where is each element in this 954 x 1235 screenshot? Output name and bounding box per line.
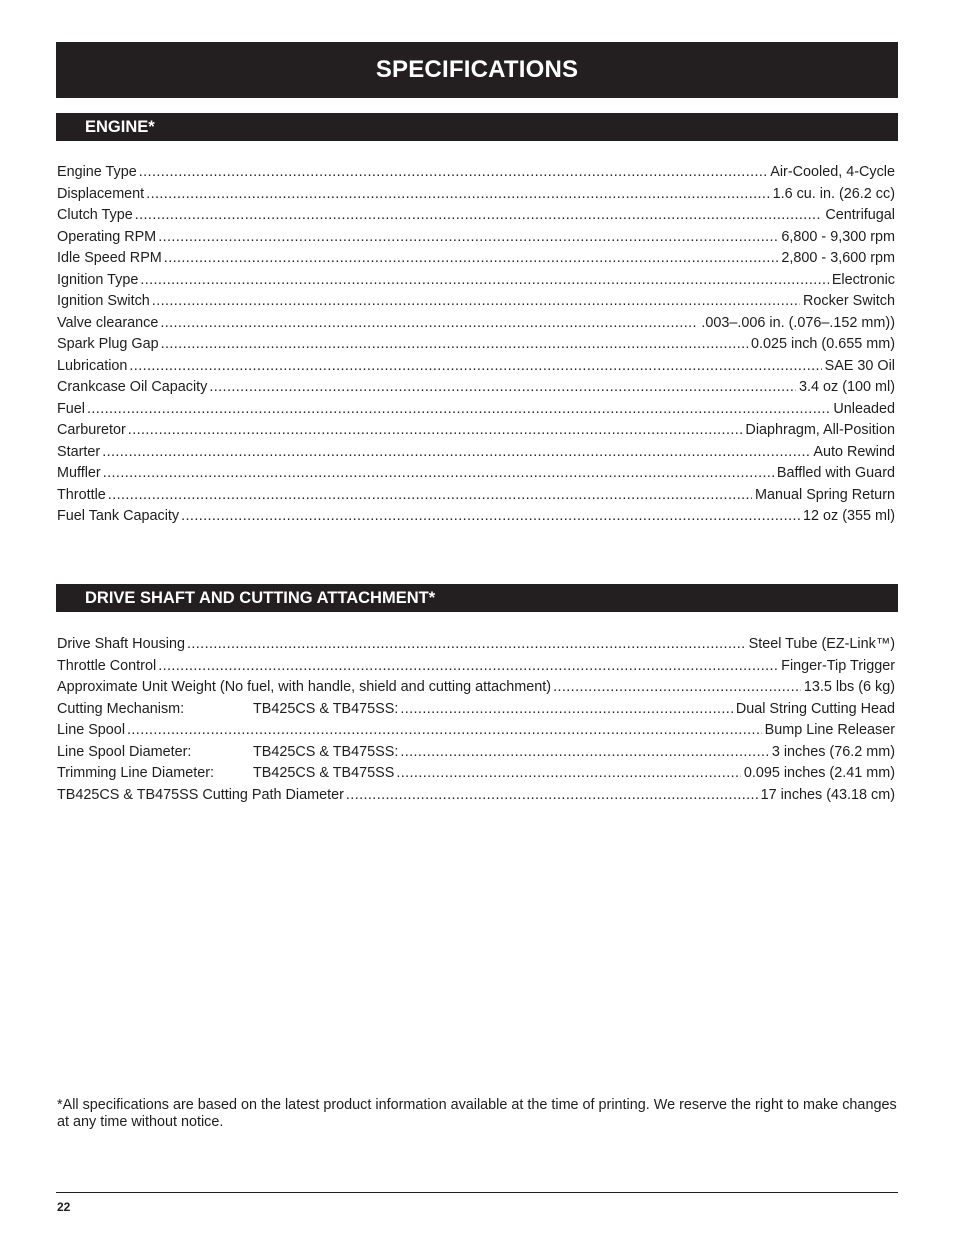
dot-leader bbox=[209, 377, 796, 399]
spec-value: Electronic bbox=[831, 271, 895, 288]
spec-value: 3.4 oz (100 ml) bbox=[799, 379, 895, 395]
dot-leader bbox=[400, 742, 769, 764]
spec-value: SAE 30 Oil bbox=[824, 357, 895, 374]
dot-leader bbox=[128, 420, 743, 442]
dot-leader bbox=[146, 184, 769, 206]
footer-divider bbox=[56, 1192, 898, 1193]
spec-row-fuel-tank-capacity bbox=[57, 506, 895, 528]
spec-label: Cutting Mechanism: bbox=[57, 700, 185, 717]
engine-section-title: ENGINE* bbox=[85, 117, 155, 136]
spec-label: Throttle bbox=[57, 486, 106, 503]
spec-value: Rocker Switch bbox=[803, 293, 895, 309]
spec-label: Displacement bbox=[57, 185, 145, 202]
page-title-bar bbox=[56, 42, 898, 98]
spec-value: Baffled with Guard bbox=[776, 465, 895, 481]
spec-row-drive-shaft-housing bbox=[57, 634, 895, 656]
dot-leader bbox=[102, 442, 810, 464]
spec-value: 6,800 - 9,300 rpm bbox=[781, 228, 895, 245]
spec-row-displacement bbox=[57, 184, 895, 206]
engine-spec-list bbox=[57, 162, 895, 528]
spec-label: Line Spool Diameter: bbox=[57, 743, 192, 760]
page-number: 22 bbox=[57, 1200, 71, 1214]
spec-label: Idle Speed RPM bbox=[57, 250, 162, 266]
dot-leader bbox=[181, 506, 800, 528]
spec-row-ignition-type bbox=[57, 270, 895, 292]
dot-leader bbox=[139, 162, 767, 184]
spec-label: TB425CS & TB475SS Cutting Path Diameter bbox=[57, 786, 344, 803]
spec-label: Spark Plug Gap bbox=[57, 336, 159, 352]
spec-value: Air-Cooled, 4-Cycle bbox=[770, 164, 895, 180]
drive-section-title: DRIVE SHAFT AND CUTTING ATTACHMENT* bbox=[85, 588, 436, 607]
spec-label: Ignition Switch bbox=[57, 293, 150, 309]
spec-value: 0.095 inches (2.41 mm) bbox=[743, 765, 895, 781]
spec-label: Starter bbox=[57, 443, 101, 460]
spec-label: Crankcase Oil Capacity bbox=[57, 379, 208, 395]
dot-leader bbox=[161, 334, 748, 356]
spec-value: 3 inches (76.2 mm) bbox=[771, 743, 895, 760]
spec-row-crankcase-oil-capacity bbox=[57, 377, 895, 399]
dot-leader bbox=[140, 270, 828, 292]
spec-label: Engine Type bbox=[57, 164, 137, 180]
spec-value: Diaphragm, All-Position bbox=[745, 422, 895, 438]
spec-value: 13.5 lbs (6 kg) bbox=[803, 679, 895, 695]
dot-leader bbox=[127, 720, 762, 742]
spec-value: .003–.006 in. (.076–.152 mm)) bbox=[701, 314, 895, 331]
spec-label: Operating RPM bbox=[57, 228, 157, 245]
spec-value: Centrifugal bbox=[825, 207, 895, 223]
drive-section-header bbox=[56, 584, 898, 612]
spec-row-unit-weight bbox=[57, 677, 895, 699]
spec-value: Steel Tube (EZ-Link™) bbox=[748, 636, 895, 652]
spec-value: Auto Rewind bbox=[813, 443, 895, 460]
drive-spec-list bbox=[57, 634, 895, 806]
spec-label: Valve clearance bbox=[57, 314, 159, 331]
dot-leader bbox=[396, 763, 740, 785]
spec-row-clutch-type bbox=[57, 205, 895, 227]
dot-leader bbox=[108, 485, 752, 507]
spec-value: 1.6 cu. in. (26.2 cc) bbox=[772, 185, 895, 202]
dot-leader bbox=[135, 205, 823, 227]
dot-leader bbox=[187, 634, 746, 656]
spec-label: Trimming Line Diameter: bbox=[57, 765, 215, 781]
spec-row-muffler bbox=[57, 463, 895, 485]
spec-row-lubrication bbox=[57, 356, 895, 378]
spec-value: Unleaded bbox=[833, 400, 895, 417]
spec-value: 12 oz (355 ml) bbox=[803, 508, 895, 524]
spec-label: Drive Shaft Housing bbox=[57, 636, 185, 652]
spec-label: Carburetor bbox=[57, 422, 126, 438]
dot-leader bbox=[129, 356, 821, 378]
spec-label: Approximate Unit Weight (No fuel, with handle, shield and cutting attachment) bbox=[57, 679, 552, 695]
spec-value: Manual Spring Return bbox=[755, 486, 895, 503]
spec-value: Dual String Cutting Head bbox=[735, 700, 895, 717]
spec-row-line-spool-diameter bbox=[57, 742, 895, 764]
spec-row-operating-rpm bbox=[57, 227, 895, 249]
dot-leader bbox=[164, 248, 779, 270]
spec-row-engine-type bbox=[57, 162, 895, 184]
dot-leader bbox=[160, 313, 698, 335]
spec-row-line-spool bbox=[57, 720, 895, 742]
dot-leader bbox=[553, 677, 801, 699]
spec-row-carburetor bbox=[57, 420, 895, 442]
spec-row-trimming-line-diameter bbox=[57, 763, 895, 785]
spec-value: 0.025 inch (0.655 mm) bbox=[751, 336, 895, 352]
spec-label: Ignition Type bbox=[57, 271, 139, 288]
spec-row-cutting-path-diameter bbox=[57, 785, 895, 807]
page-title: SPECIFICATIONS bbox=[375, 56, 579, 83]
spec-row-fuel bbox=[57, 399, 895, 421]
spec-value: 17 inches (43.18 cm) bbox=[760, 786, 895, 803]
spec-row-starter bbox=[57, 442, 895, 464]
engine-section-header bbox=[56, 113, 898, 141]
spec-label: Fuel Tank Capacity bbox=[57, 508, 180, 524]
dot-leader bbox=[346, 785, 758, 807]
spec-row-cutting-mechanism bbox=[57, 699, 895, 721]
dot-leader bbox=[87, 399, 830, 421]
spec-value: Bump Line Releaser bbox=[764, 722, 895, 738]
dot-leader bbox=[103, 463, 774, 485]
dot-leader bbox=[158, 227, 778, 249]
spec-row-throttle bbox=[57, 485, 895, 507]
spec-value: Finger-Tip Trigger bbox=[781, 657, 895, 674]
spec-model: TB425CS & TB475SS bbox=[253, 765, 395, 781]
spec-row-ignition-switch bbox=[57, 291, 895, 313]
spec-label: Fuel bbox=[57, 400, 85, 417]
spec-value: 2,800 - 3,600 rpm bbox=[781, 250, 895, 266]
spec-label: Line Spool bbox=[57, 722, 126, 738]
spec-label: Throttle Control bbox=[57, 657, 157, 674]
spec-label: Clutch Type bbox=[57, 207, 133, 223]
spec-model: TB425CS & TB475SS: bbox=[253, 743, 399, 760]
spec-row-throttle-control bbox=[57, 656, 895, 678]
dot-leader bbox=[152, 291, 800, 313]
spec-row-idle-speed-rpm bbox=[57, 248, 895, 270]
footnote: *All specifications are based on the latest product information available at the time of printing. We reserve the right to make changes at any time without notice. bbox=[57, 1097, 897, 1130]
spec-label: Lubrication bbox=[57, 357, 128, 374]
spec-row-valve-clearance bbox=[57, 313, 895, 335]
dot-leader bbox=[400, 699, 732, 721]
spec-model: TB425CS & TB475SS: bbox=[253, 700, 399, 717]
spec-row-spark-plug-gap bbox=[57, 334, 895, 356]
spec-label: Muffler bbox=[57, 465, 101, 481]
dot-leader bbox=[158, 656, 778, 678]
